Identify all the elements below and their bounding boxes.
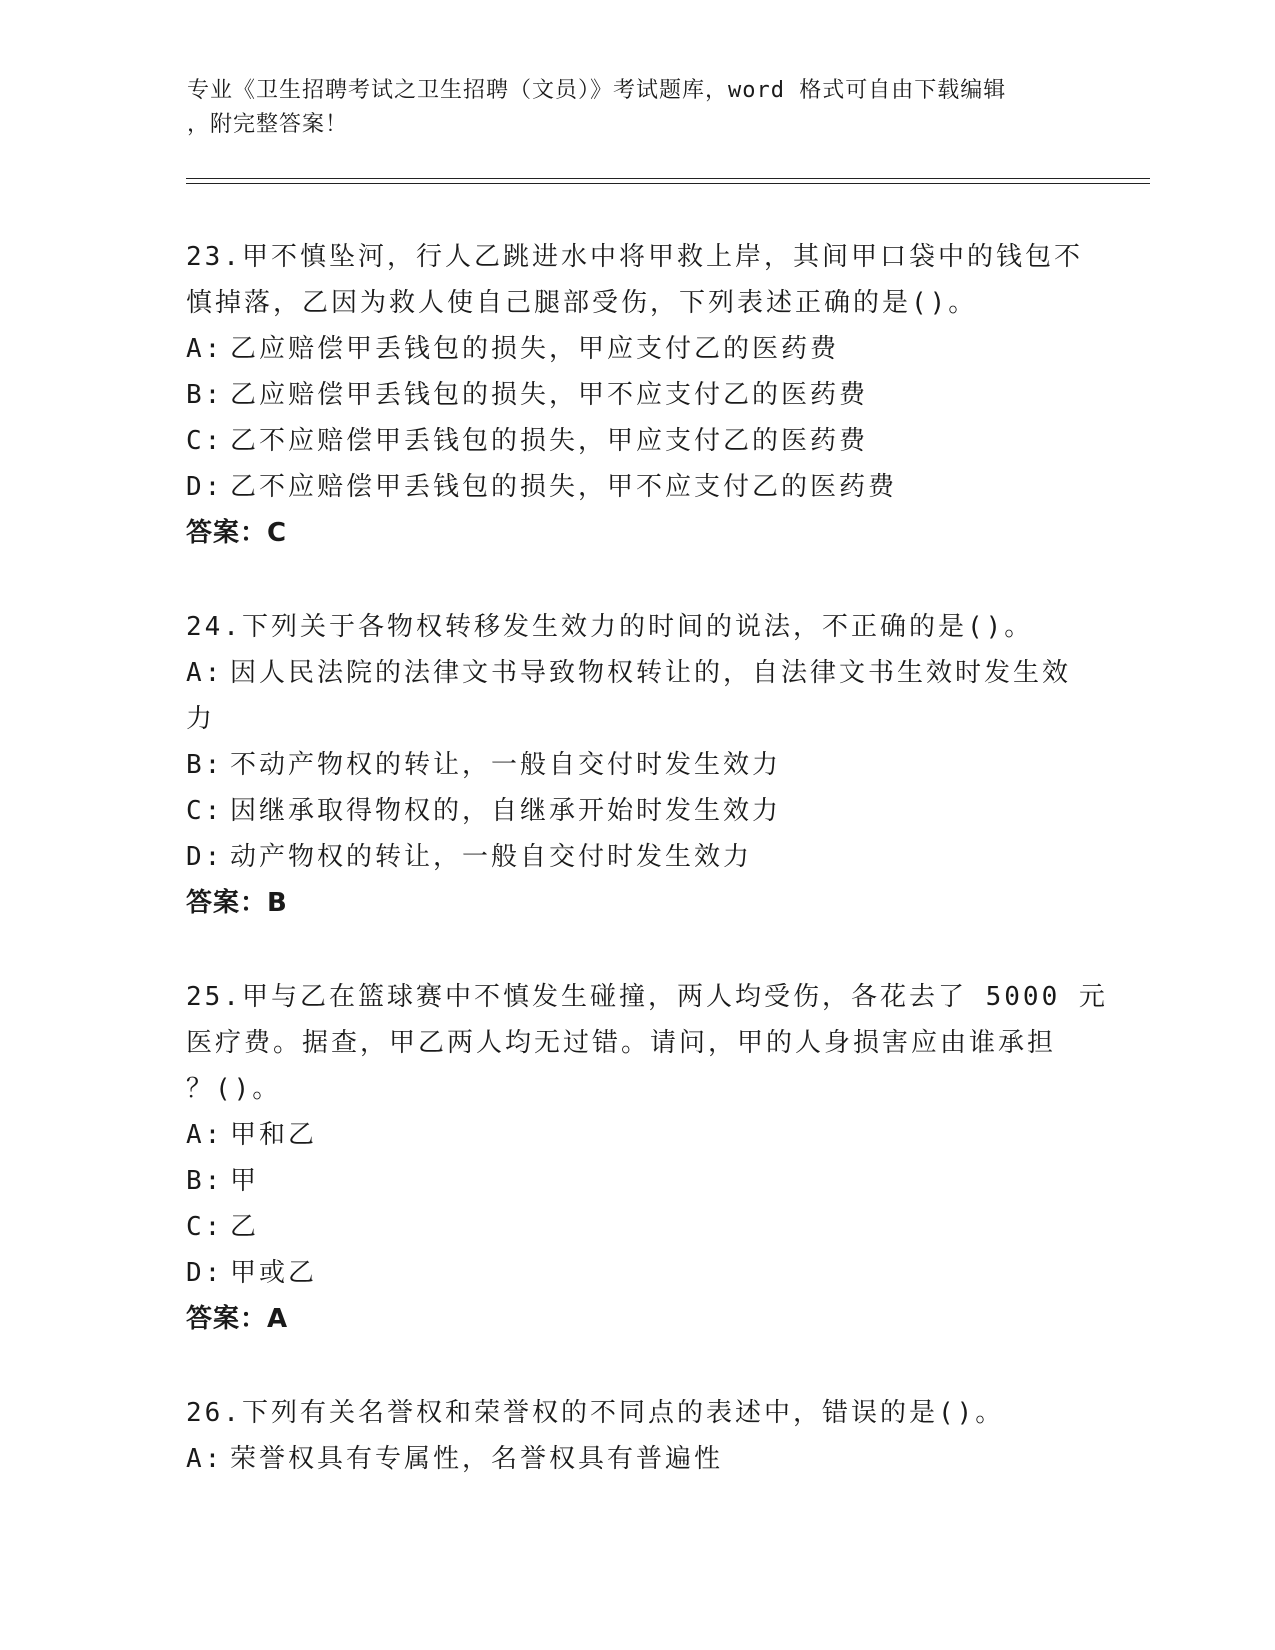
option-text: 乙应赔偿甲丢钱包的损失，甲不应支付乙的医药费 (230, 380, 869, 410)
option-c (186, 418, 1086, 464)
option-label: D: (186, 842, 224, 872)
question-stem-line: 26.下列有关名誉权和荣誉权的不同点的表述中，错误的是()。 (186, 1398, 1005, 1428)
answer-line: 答案：A (186, 1304, 289, 1334)
option-label: C: (186, 426, 224, 456)
header-rule-bottom (186, 183, 1150, 184)
header-line-1: 专业《卫生招聘考试之卫生招聘（文员）》考试题库，word 格式可自由下载编辑 (187, 78, 1007, 103)
option-a (186, 1112, 1086, 1158)
option-text: 甲或乙 (230, 1258, 318, 1288)
option-label: B: (186, 1166, 224, 1196)
answer-line: 答案：C (186, 518, 288, 548)
option-label: D: (186, 1258, 224, 1288)
option-a (186, 326, 1086, 372)
header-line-2: ，附完整答案！ (187, 112, 349, 137)
option-text: 甲 (230, 1166, 260, 1196)
question-stem-line: 慎掉落，乙因为救人使自己腿部受伤，下列表述正确的是()。 (186, 288, 978, 318)
option-text: 动产物权的转让，一般自交付时发生效力 (230, 842, 753, 872)
option-label: A: (186, 658, 224, 688)
option-a-continuation: 力 (186, 704, 216, 734)
option-a (186, 650, 1086, 696)
header-rule-top (186, 178, 1150, 179)
question-list (186, 234, 1108, 1530)
option-label: C: (186, 1212, 224, 1242)
question-stem-line: 25.甲与乙在篮球赛中不慎发生碰撞，两人均受伤，各花去了 5000 元 (186, 982, 1108, 1012)
option-text: 甲和乙 (230, 1120, 318, 1150)
option-c (186, 788, 1086, 834)
option-d (186, 834, 1086, 880)
option-label: A: (186, 1120, 224, 1150)
question-stem-line: 24.下列关于各物权转移发生效力的时间的说法，不正确的是()。 (186, 612, 1034, 642)
question-25 (186, 974, 1108, 1342)
option-text: 乙 (230, 1212, 260, 1242)
option-label: D: (186, 472, 224, 502)
option-b (186, 742, 1086, 788)
option-label: C: (186, 796, 224, 826)
option-label: A: (186, 334, 224, 364)
question-stem-line: ？()。 (186, 1074, 282, 1104)
option-text: 乙应赔偿甲丢钱包的损失，甲应支付乙的医药费 (230, 334, 840, 364)
option-text: 不动产物权的转让，一般自交付时发生效力 (230, 750, 782, 780)
option-b (186, 1158, 1086, 1204)
option-text: 因继承取得物权的，自继承开始时发生效力 (230, 796, 782, 826)
answer-line: 答案：B (186, 888, 288, 918)
option-text: 因人民法院的法律文书导致物权转让的，自法律文书生效时发生效 (230, 658, 1072, 688)
option-text: 荣誉权具有专属性，名誉权具有普遍性 (230, 1444, 724, 1474)
option-label: B: (186, 750, 224, 780)
option-label: A: (186, 1444, 224, 1474)
option-label: B: (186, 380, 224, 410)
question-23 (186, 234, 1086, 556)
question-24 (186, 604, 1086, 926)
option-text: 乙不应赔偿甲丢钱包的损失，甲不应支付乙的医药费 (230, 472, 898, 502)
question-26 (186, 1390, 1086, 1482)
document-header (187, 74, 1067, 142)
option-text: 乙不应赔偿甲丢钱包的损失，甲应支付乙的医药费 (230, 426, 869, 456)
option-b (186, 372, 1086, 418)
option-d (186, 1250, 1086, 1296)
option-c (186, 1204, 1086, 1250)
option-d (186, 464, 1086, 510)
option-a (186, 1436, 1086, 1482)
question-stem-line: 23.甲不慎坠河，行人乙跳进水中将甲救上岸，其间甲口袋中的钱包不 (186, 242, 1083, 272)
question-stem-line: 医疗费。据查，甲乙两人均无过错。请问，甲的人身损害应由谁承担 (186, 1028, 1057, 1058)
